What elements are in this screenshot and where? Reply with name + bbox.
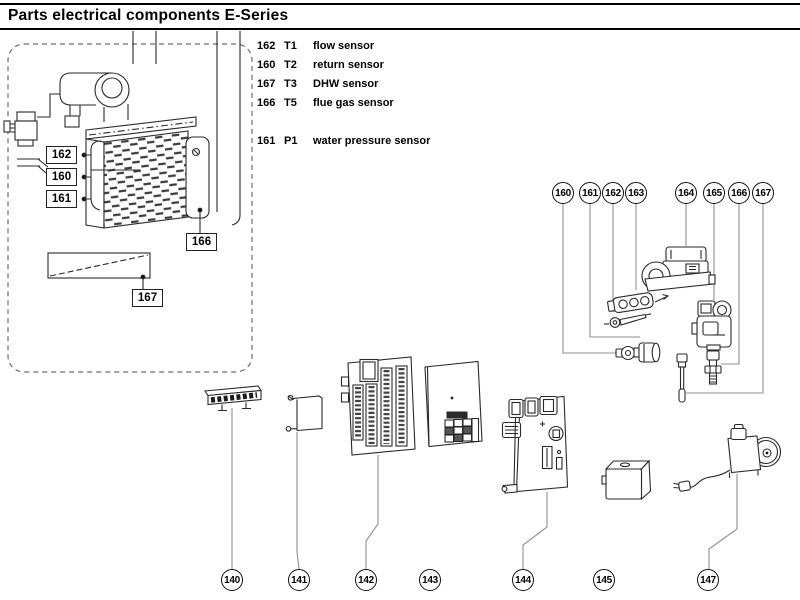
part-164-fan <box>642 247 715 291</box>
schematic-dhw-exchanger <box>48 253 150 278</box>
legend-part: 160 <box>257 59 276 71</box>
part-142-control-board <box>342 357 416 455</box>
schematic-label-flue-gas-sensor: 166 <box>186 233 217 251</box>
legend-part: 167 <box>257 78 276 90</box>
callout-145: 145 <box>593 569 615 591</box>
callout-164: 164 <box>675 182 697 204</box>
page-title: Parts electrical components E-Series <box>8 7 289 24</box>
legend-part: 166 <box>257 97 276 109</box>
schematic-label-pressure-sensor: 161 <box>46 190 77 208</box>
legend-code: P1 <box>284 135 298 147</box>
part-141-bracket <box>286 396 322 432</box>
callout-144: 144 <box>512 569 534 591</box>
part-161-water-pressure-sensor <box>634 343 660 362</box>
legend-code: T1 <box>284 40 297 52</box>
leader-167 <box>686 204 763 393</box>
legend-desc: flue gas sensor <box>313 97 394 109</box>
legend-part: 161 <box>257 135 276 147</box>
schematic-fan <box>60 73 129 127</box>
callout-167: 167 <box>752 182 774 204</box>
legend-desc: flow sensor <box>313 40 375 52</box>
schematic-heat-exchanger <box>86 117 209 228</box>
callout-162: 162 <box>602 182 624 204</box>
callout-163: 163 <box>625 182 647 204</box>
legend-part: 162 <box>257 40 276 52</box>
part-167-dhw-sensor <box>677 354 687 402</box>
callout-165: 165 <box>703 182 725 204</box>
legend-desc: water pressure sensor <box>313 135 431 147</box>
schematic-label-flow-sensor: 162 <box>46 146 77 164</box>
legend-code: T3 <box>284 78 297 90</box>
leader-141 <box>297 432 299 569</box>
callout-160: 160 <box>552 182 574 204</box>
leader-142 <box>366 455 378 569</box>
part-166-flue-gas-sensor <box>705 351 721 384</box>
part-163-sensor-set <box>607 292 668 314</box>
part-144-display-board <box>502 397 567 494</box>
callout-147: 147 <box>697 569 719 591</box>
callout-143: 143 <box>419 569 441 591</box>
part-165-gas-valve <box>692 301 731 350</box>
legend-code: T5 <box>284 97 297 109</box>
part-147-pump <box>674 425 781 492</box>
part-140-terminal-strip <box>205 386 261 411</box>
part-145-transformer <box>602 461 651 499</box>
callout-141: 141 <box>288 569 310 591</box>
schematic-label-return-sensor: 160 <box>46 168 77 186</box>
legend-desc: DHW sensor <box>313 78 379 90</box>
schematic-label-dhw-sensor: 167 <box>132 289 163 307</box>
callout-161: 161 <box>579 182 601 204</box>
legend-desc: return sensor <box>313 59 384 71</box>
leader-144 <box>523 492 547 569</box>
leader-147 <box>709 474 737 569</box>
callout-140: 140 <box>221 569 243 591</box>
part-160-return-sensor <box>616 347 635 360</box>
part-143-cover-panel <box>425 362 482 447</box>
legend-code: T2 <box>284 59 297 71</box>
part-162-flow-sensor <box>604 314 651 328</box>
callout-166: 166 <box>728 182 750 204</box>
callout-142: 142 <box>355 569 377 591</box>
boiler-schematic <box>4 31 252 372</box>
